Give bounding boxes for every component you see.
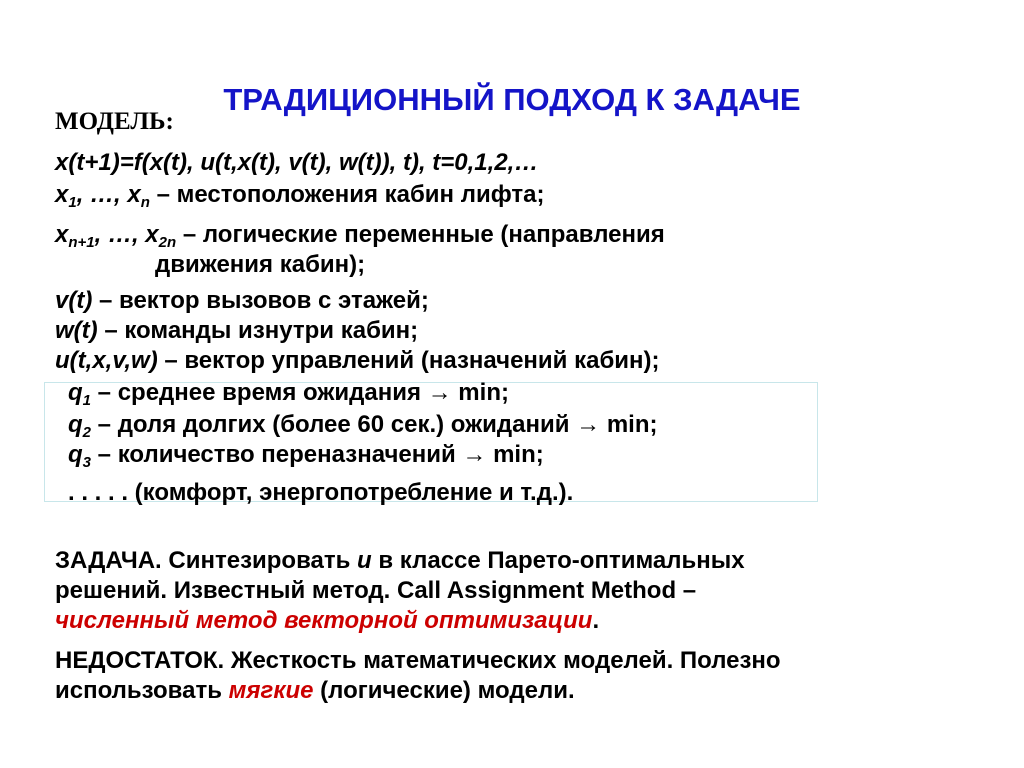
var-x: x bbox=[55, 221, 69, 248]
var-u: u bbox=[357, 547, 372, 574]
drawback-text: использовать bbox=[55, 677, 229, 704]
q2-text: – доля долгих (более 60 сек.) ожиданий bbox=[91, 411, 577, 438]
positions-text: – местоположения кабин лифта; bbox=[149, 181, 545, 208]
w-text: – команды изнутри кабин; bbox=[97, 317, 419, 344]
w-line bbox=[55, 316, 418, 346]
page-title: ТРАДИЦИОННЫЙ ПОДХОД К ЗАДАЧЕ bbox=[223, 82, 801, 117]
criterion-q2 bbox=[68, 410, 658, 440]
subscript: 2n bbox=[158, 234, 177, 251]
highlight-text: численный метод векторной оптимизации bbox=[55, 607, 593, 634]
var-q: q bbox=[68, 379, 83, 406]
q1-text: – среднее время ожидания bbox=[91, 379, 428, 406]
logical-line bbox=[55, 220, 665, 250]
subscript: 3 bbox=[82, 454, 92, 471]
task-line-1 bbox=[55, 546, 745, 576]
var-x: x bbox=[55, 181, 69, 208]
arrow-right-icon: → bbox=[462, 441, 487, 468]
subscript: n bbox=[140, 194, 150, 211]
logical-text: – логические переменные (направления bbox=[176, 221, 665, 248]
task-line-2: решений. Известный метод. Call Assignment Method – bbox=[55, 577, 697, 604]
highlight-text: мягкие bbox=[228, 677, 314, 704]
drawback-line-1: НЕДОСТАТОК. Жесткость математических моделей. Полезно bbox=[55, 647, 781, 674]
min-text: min; bbox=[600, 411, 658, 438]
drawback-text-cont: (логические) модели. bbox=[313, 677, 575, 704]
task-text: ЗАДАЧА. Синтезировать bbox=[55, 547, 358, 574]
subscript: 2 bbox=[82, 424, 92, 441]
model-equation bbox=[55, 148, 538, 178]
subscript: n+1 bbox=[68, 234, 95, 251]
v-text: – вектор вызовов с этажей; bbox=[92, 287, 429, 314]
arrow-right-icon: → bbox=[576, 411, 601, 438]
subscript: 1 bbox=[82, 392, 92, 409]
model-label: МОДЕЛЬ: bbox=[55, 108, 174, 135]
var-q: q bbox=[68, 441, 83, 468]
period: . bbox=[592, 607, 600, 634]
ellipsis: , …, bbox=[94, 221, 146, 248]
u-line bbox=[55, 346, 660, 376]
logical-line-cont: движения кабин); bbox=[155, 251, 366, 278]
min-text: min; bbox=[486, 441, 544, 468]
var-u: u(t,x,v,w) bbox=[55, 347, 158, 374]
subscript: 1 bbox=[68, 194, 77, 211]
criterion-q1 bbox=[68, 378, 509, 408]
equation-text: x(t+1)=f(x(t), u(t,x(t), v(t), w(t)), t), t=0,1,2,… bbox=[55, 149, 539, 176]
arrow-right-icon: → bbox=[427, 379, 452, 406]
u-text: – вектор управлений (назначений кабин); bbox=[157, 347, 660, 374]
criterion-q3 bbox=[68, 440, 544, 470]
min-text: min; bbox=[451, 379, 509, 406]
task-text-cont: в классе Парето-оптимальных bbox=[371, 547, 745, 574]
v-line bbox=[55, 286, 429, 316]
q3-text: – количество переназначений bbox=[91, 441, 463, 468]
var-x: x bbox=[145, 221, 159, 248]
drawback-line-2 bbox=[55, 676, 575, 706]
positions-line bbox=[55, 180, 545, 210]
task-line-3 bbox=[55, 606, 599, 636]
criterion-more: . . . . . (комфорт, энергопотребление и т.д.). bbox=[68, 479, 574, 506]
var-x: x bbox=[127, 181, 141, 208]
var-v: v(t) bbox=[55, 287, 93, 314]
var-w: w(t) bbox=[55, 317, 98, 344]
ellipsis: , …, bbox=[76, 181, 128, 208]
var-q: q bbox=[68, 411, 83, 438]
